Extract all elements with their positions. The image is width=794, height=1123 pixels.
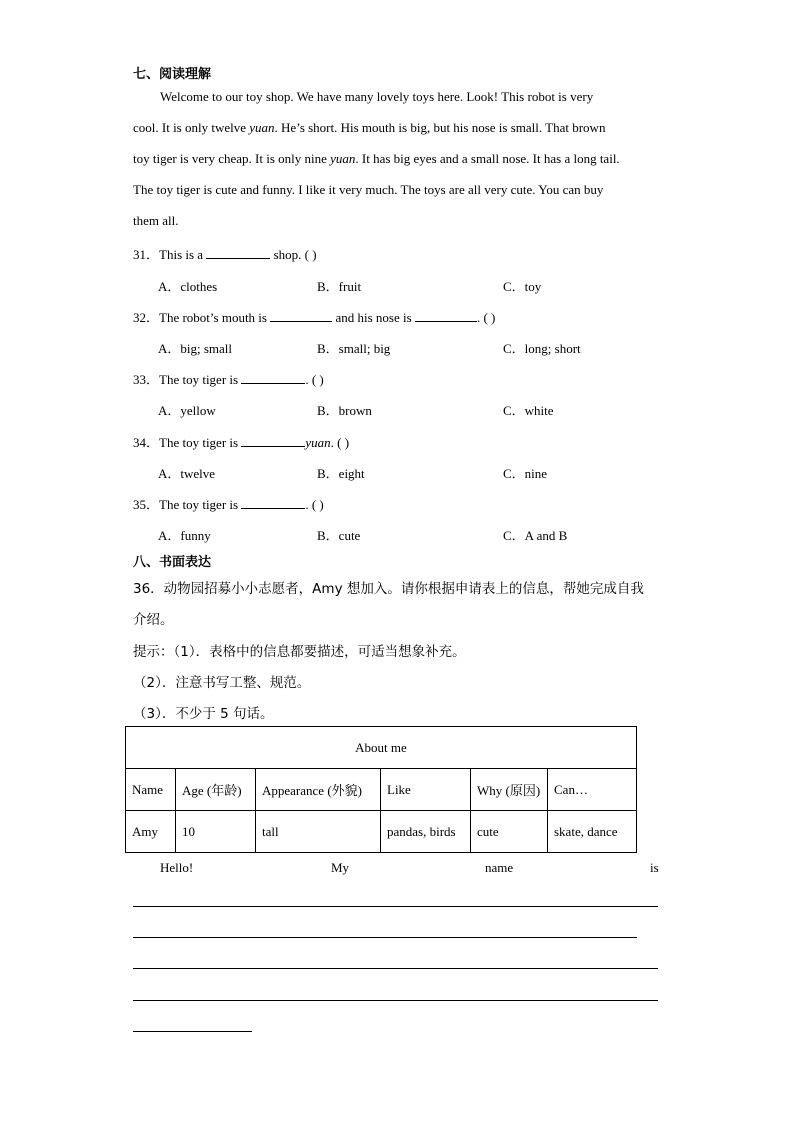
table-title: About me <box>126 727 637 769</box>
q31-option-a[interactable]: A．clothes <box>158 279 218 294</box>
q33-option-b[interactable]: B．brown <box>317 403 372 418</box>
q32-option-c[interactable]: C．long; short <box>503 341 581 356</box>
tip-1: 提示：（1）．表格中的信息都要描述，可适当想象补充。 <box>133 644 466 660</box>
section-8-title: 八、书面表达 <box>133 555 212 570</box>
passage-line-1: Welcome to our toy shop. We have many lovely toys here. Look! This robot is very <box>160 89 594 104</box>
writing-line[interactable] <box>133 937 637 938</box>
starter-word-1: Hello! <box>160 860 194 875</box>
q34-option-c[interactable]: C．nine <box>503 466 548 481</box>
passage-line-3: toy tiger is very cheap. It is only nine yuan. It has big eyes and a small nose. It has a long tail. <box>133 151 620 166</box>
tip-3: （3）．不少于 5 句话。 <box>133 706 274 722</box>
tip-2: （2）．注意书写工整、规范。 <box>133 675 311 691</box>
q34-option-b[interactable]: B．eight <box>317 466 365 481</box>
header-name: Name <box>126 769 176 811</box>
starter-word-3: name <box>485 860 514 875</box>
header-like: Like <box>381 769 471 811</box>
writing-line[interactable] <box>133 968 658 969</box>
header-why: Why (原因) <box>471 769 548 811</box>
q35-option-a[interactable]: A．funny <box>158 528 211 543</box>
cell-age: 10 <box>176 811 256 853</box>
answer-blank[interactable] <box>241 496 305 509</box>
question-36-prompt: 36．动物园招募小小志愿者，Amy 想加入。请你根据申请表上的信息，帮她完成自我 <box>133 581 644 597</box>
passage-line-2: cool. It is only twelve yuan. He’s short. His mouth is big, but his nose is small. That brown <box>133 120 606 135</box>
about-me-table <box>125 726 637 853</box>
table-header-row <box>126 769 637 811</box>
header-age: Age (年龄) <box>176 769 256 811</box>
question-34: 34．The toy tiger is yuan. ( ) <box>133 435 350 450</box>
cell-like: pandas, birds <box>381 811 471 853</box>
answer-blank[interactable] <box>241 434 305 447</box>
answer-blank[interactable] <box>241 371 305 384</box>
starter-word-2: My <box>331 860 350 875</box>
q32-option-a[interactable]: A．big; small <box>158 341 233 356</box>
writing-line[interactable] <box>133 906 658 907</box>
header-can: Can… <box>548 769 637 811</box>
question-36-prompt-cont: 介绍。 <box>133 612 174 628</box>
q32-option-b[interactable]: B．small; big <box>317 341 391 356</box>
cell-appearance: tall <box>256 811 381 853</box>
question-31: 31．This is a shop. ( ) <box>133 247 317 262</box>
question-32: 32．The robot’s mouth is and his nose is . ( ) <box>133 310 496 325</box>
answer-blank[interactable] <box>206 246 270 259</box>
q31-option-b[interactable]: B．fruit <box>317 279 362 294</box>
passage-line-5: them all. <box>133 213 179 228</box>
q33-option-a[interactable]: A．yellow <box>158 403 216 418</box>
answer-blank[interactable] <box>270 309 332 322</box>
answer-blank[interactable] <box>415 309 477 322</box>
q35-option-b[interactable]: B．cute <box>317 528 361 543</box>
cell-name: Amy <box>126 811 176 853</box>
cell-why: cute <box>471 811 548 853</box>
header-appearance: Appearance (外貌) <box>256 769 381 811</box>
starter-word-4: is <box>650 860 659 875</box>
writing-line[interactable] <box>133 1000 658 1001</box>
question-35: 35．The toy tiger is . ( ) <box>133 497 324 512</box>
writing-line[interactable] <box>133 1031 252 1032</box>
table-row <box>126 811 637 853</box>
reading-passage <box>133 81 661 236</box>
section-7-title: 七、阅读理解 <box>133 67 212 82</box>
passage-line-4: The toy tiger is cute and funny. I like it very much. The toys are all very cute. You can buy <box>133 182 604 197</box>
q33-option-c[interactable]: C．white <box>503 403 554 418</box>
q31-option-c[interactable]: C．toy <box>503 279 542 294</box>
q34-option-a[interactable]: A．twelve <box>158 466 216 481</box>
question-33: 33．The toy tiger is . ( ) <box>133 372 324 387</box>
cell-can: skate, dance <box>548 811 637 853</box>
q35-option-c[interactable]: C．A and B <box>503 528 568 543</box>
